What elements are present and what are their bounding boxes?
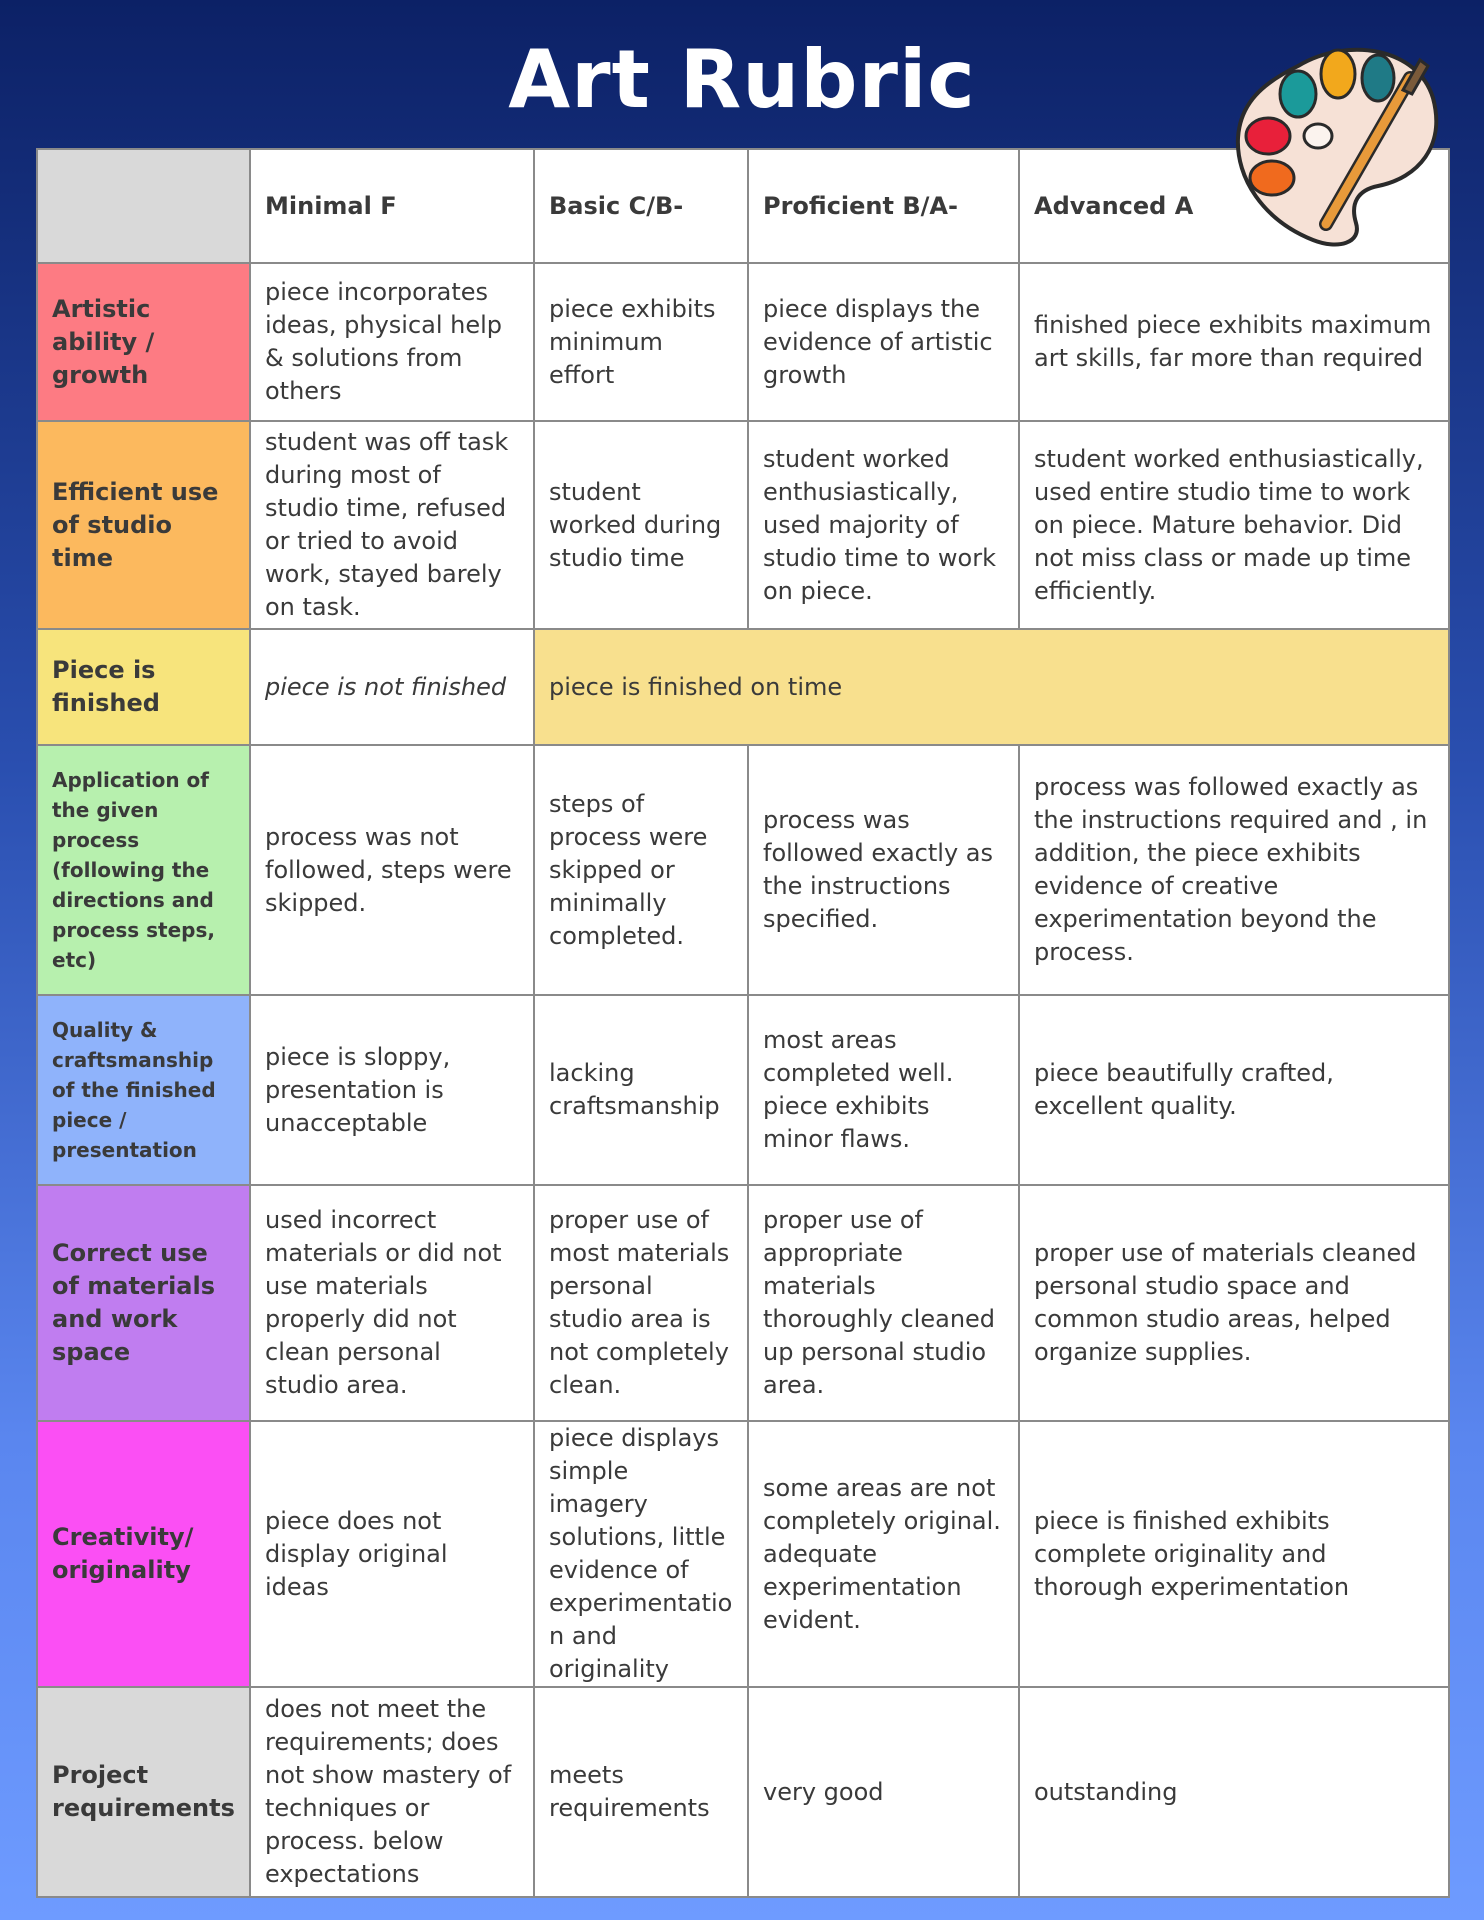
table-cell: student worked enthusiastically, used entire studio time to work on piece. Mature behavior. Did not miss class or made up time efficiently. — [1019, 421, 1449, 629]
table-row — [37, 1185, 1449, 1421]
table-cell: finished piece exhibits maximum art skills, far more than required — [1019, 263, 1449, 421]
table-cell: used incorrect materials or did not use materials properly did not clean personal studio area. — [250, 1185, 534, 1421]
table-cell: piece does not display original ideas — [250, 1421, 534, 1687]
table-row — [37, 263, 1449, 421]
paint-palette-icon — [1228, 28, 1448, 258]
column-header-minimal: Minimal F — [250, 149, 534, 263]
criterion-quality-craftsmanship: Quality & craftsmanship of the finished piece / presentation — [37, 995, 250, 1185]
table-cell: student worked during studio time — [534, 421, 748, 629]
table-cell: piece incorporates ideas, physical help & solutions from others — [250, 263, 534, 421]
table-cell: meets requirements — [534, 1687, 748, 1897]
table-row — [37, 995, 1449, 1185]
column-header-advanced: Advanced A — [1019, 149, 1449, 263]
table-cell: lacking craftsmanship — [534, 995, 748, 1185]
table-cell: does not meet the requirements; does not show mastery of techniques or process. below expectations — [250, 1687, 534, 1897]
column-header-proficient: Proficient B/A- — [748, 149, 1019, 263]
table-cell: proper use of materials cleaned personal studio space and common studio areas, helped organize supplies. — [1019, 1185, 1449, 1421]
criterion-studio-time: Efficient use of studio time — [37, 421, 250, 629]
table-cell: piece displays simple imagery solutions, little evidence of experimentation and originality — [534, 1421, 748, 1687]
table-cell: piece is finished exhibits complete originality and thorough experimentation — [1019, 1421, 1449, 1687]
table-cell: student was off task during most of studio time, refused or tried to avoid work, stayed barely on task. — [250, 421, 534, 629]
criterion-application-process: Application of the given process (following the directions and process steps, etc) — [37, 745, 250, 995]
table-cell-span: piece is finished on time — [534, 629, 1449, 745]
criterion-project-requirements: Project requirements — [37, 1687, 250, 1897]
table-cell: piece exhibits minimum effort — [534, 263, 748, 421]
table-row — [37, 1421, 1449, 1687]
criterion-materials-workspace: Correct use of materials and work space — [37, 1185, 250, 1421]
table-row — [37, 421, 1449, 629]
table-cell: process was not followed, steps were skipped. — [250, 745, 534, 995]
page-title: Art Rubric — [508, 33, 976, 126]
criterion-piece-finished: Piece is finished — [37, 629, 250, 745]
table-cell: piece beautifully crafted, excellent quality. — [1019, 995, 1449, 1185]
table-cell: most areas completed well. piece exhibits minor flaws. — [748, 995, 1019, 1185]
table-row — [37, 629, 1449, 745]
column-header-basic: Basic C/B- — [534, 149, 748, 263]
table-cell: steps of process were skipped or minimally completed. — [534, 745, 748, 995]
table-cell: piece is sloppy, presentation is unacceptable — [250, 995, 534, 1185]
table-row — [37, 1687, 1449, 1897]
table-cell: outstanding — [1019, 1687, 1449, 1897]
corner-cell — [37, 149, 250, 263]
table-cell: piece displays the evidence of artistic growth — [748, 263, 1019, 421]
criterion-artistic-ability: Artistic ability / growth — [37, 263, 250, 421]
table-cell: process was followed exactly as the instructions specified. — [748, 745, 1019, 995]
rubric-table — [36, 148, 1450, 1898]
table-cell: proper use of appropriate materials thoroughly cleaned up personal studio area. — [748, 1185, 1019, 1421]
criterion-creativity: Creativity/ originality — [37, 1421, 250, 1687]
table-cell: very good — [748, 1687, 1019, 1897]
table-cell: student worked enthusiastically, used majority of studio time to work on piece. — [748, 421, 1019, 629]
table-cell: process was followed exactly as the instructions required and , in addition, the piece exhibits evidence of creative experimentation beyond the process. — [1019, 745, 1449, 995]
table-cell: some areas are not completely original. adequate experimentation evident. — [748, 1421, 1019, 1687]
table-cell: proper use of most materials personal studio area is not completely clean. — [534, 1185, 748, 1421]
table-row — [37, 745, 1449, 995]
table-cell: piece is not finished — [250, 629, 534, 745]
